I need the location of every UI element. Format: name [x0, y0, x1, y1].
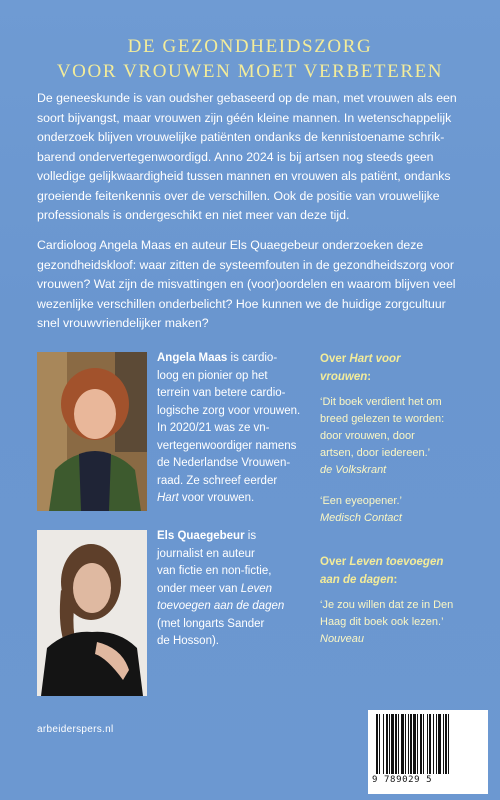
book-title-hart: Hart [157, 492, 179, 504]
heading-book-title: aan de dagen [320, 574, 394, 586]
reviews-hart-voor-vrouwen [320, 350, 470, 527]
bio-line: journalist en auteur [157, 547, 255, 560]
isbn-digits: 9 789029 5 [372, 775, 433, 785]
bio-angela-maas [157, 350, 307, 508]
bio-line: van fictie en non-fictie, [157, 565, 272, 577]
bio-line: vertegenwoordiger namens [157, 439, 297, 452]
bio-line: is [244, 530, 257, 542]
heading-book-title: vrouwen [320, 371, 368, 383]
barcode-bar [436, 714, 437, 774]
bio-line: de Hosson). [157, 635, 220, 647]
barcode-bar [413, 714, 416, 774]
barcode-bar [401, 714, 404, 774]
p1-line: barend ondervertegenwoordigd. Anno 2024 is bij artsen nog steeds geen [37, 149, 434, 164]
p1-line: De geneeskunde is van oudsher gebaseerd op de man, met vrouwen als een [37, 91, 457, 105]
review-source: Nouveau [320, 633, 365, 645]
bio-els-quaegebeur [157, 528, 307, 651]
portrait-quaegebeur-illustration [37, 530, 147, 696]
p2-line: gezondheidskloof: waar zitten de systeemfouten in de gezondheidszorg voor [37, 257, 454, 272]
review-quote-line: ‘Dit boek verdient het om [320, 396, 442, 408]
barcode-bar [433, 714, 434, 774]
review-quote-line: ‘Een eyeopener.’ [320, 495, 402, 507]
portrait-maas-illustration [37, 352, 147, 511]
barcode-icon [368, 710, 488, 776]
reviews-heading-2-cont [320, 571, 470, 589]
review-quote-line: Haag dit boek ook lezen.’ [320, 616, 444, 628]
barcode-bar [410, 714, 412, 774]
bio-line: logische zorg voor vrouwen. [157, 404, 301, 417]
heading-prefix: Over [320, 556, 350, 568]
barcode-bar [417, 714, 418, 774]
author-photo-maas [37, 352, 147, 511]
review-source: Medisch Contact [320, 512, 402, 524]
p1-line: volledige gelijkwaardigheid tussen mannen en vrouwen als patiënt, ondanks [37, 169, 451, 183]
reviews-heading-1 [320, 350, 470, 368]
barcode-bar [445, 714, 447, 774]
review-source: de Volkskrant [320, 464, 387, 476]
bio-line: (met longarts Sander [157, 617, 265, 630]
review-quote-line: door vrouwen, door [320, 430, 415, 442]
review-quote-line: artsen, door iedereen.’ [320, 447, 431, 459]
bio-line: loog en pionier op het [157, 369, 268, 382]
barcode-bar [405, 714, 406, 774]
barcode-bar [391, 714, 394, 774]
title-line-1: DE GEZONDHEIDSZORG [127, 36, 373, 57]
book-title-leven: Leven [240, 582, 273, 595]
p2-line: Cardioloog Angela Maas en auteur Els Quaegebeur onderzoeken deze [37, 238, 424, 252]
book-title-leven-cont: toevoegen aan de dagen [157, 600, 285, 612]
p1-line: groeiende feitenkennis over de verschillen. Ook de positie van vrouwelijke [37, 188, 440, 203]
p1-line: soort bijvangst, maar vrouwen zijn géén kleine mannen. In wetenschappelijk [37, 110, 452, 125]
review-quote-line: breed gelezen te worden: [320, 413, 445, 425]
intro-paragraph-1 [37, 89, 469, 226]
reviews-heading-1-cont [320, 368, 470, 386]
barcode-bar [429, 714, 431, 774]
barcode-bar [395, 714, 397, 774]
author-photo-quaegebeur [37, 530, 147, 696]
barcode-bar [443, 714, 444, 774]
author-name-maas: Angela Maas [157, 352, 228, 364]
bio-line: terrein van betere cardio- [157, 387, 286, 399]
reviews-heading-2 [320, 553, 470, 571]
p1-line: onderzoek blijven vrouwelijke patiënten ondanks de kennistoename schrik- [37, 130, 445, 144]
bio-line: onder meer van [157, 582, 241, 595]
heading-book-title: Hart voor [349, 353, 401, 365]
reviews-leven-toevoegen [320, 553, 470, 648]
barcode-bar [427, 714, 428, 774]
barcode-bar [423, 714, 424, 774]
barcode-bar [398, 714, 399, 774]
bio-line: In 2020/21 was ze vn- [157, 422, 270, 434]
heading-book-title: Leven toevoegen [349, 556, 444, 568]
barcode-bar [420, 714, 422, 774]
barcode-bar [383, 714, 384, 774]
barcode-bar [376, 714, 378, 774]
barcode-bar [386, 714, 388, 774]
p2-line: snel vrouwvriendelijker maken? [37, 316, 209, 330]
review-quote-line: ‘Je zou willen dat ze in Den [320, 599, 454, 611]
barcode-bar [379, 714, 380, 774]
heading-colon: : [367, 371, 372, 383]
heading-colon: : [393, 574, 398, 586]
barcode-bar [438, 714, 441, 774]
p2-line: wezenlijke verschillen onderbelicht? Hoe kunnen we de huidige zorgcultuur [37, 296, 446, 311]
publisher-website: arbeiderspers.nl [37, 724, 114, 735]
bio-line: raad. Ze schreef eerder [157, 474, 278, 487]
intro-paragraph-2 [37, 236, 469, 334]
bio-line: de Nederlandse Vrouwen- [157, 457, 291, 469]
p1-line: professionals is ondergeschikt en niet meer van deze tijd. [37, 208, 350, 222]
author-name-quaegebeur: Els Quaegebeur [157, 530, 245, 542]
title-line-2: VOOR VROUWEN MOET VERBETEREN [56, 61, 444, 82]
barcode-bar [448, 714, 449, 774]
p2-line: vrouwen? Wat zijn de misvattingen en (voor)oordelen en waarom blijven veel [37, 277, 456, 291]
barcode-bar [408, 714, 409, 774]
heading-prefix: Over [320, 353, 350, 365]
back-cover-title [0, 34, 500, 84]
barcode-bar [389, 714, 390, 774]
bio-line: is cardio- [227, 352, 278, 364]
bio-line: voor vrouwen. [178, 492, 255, 504]
